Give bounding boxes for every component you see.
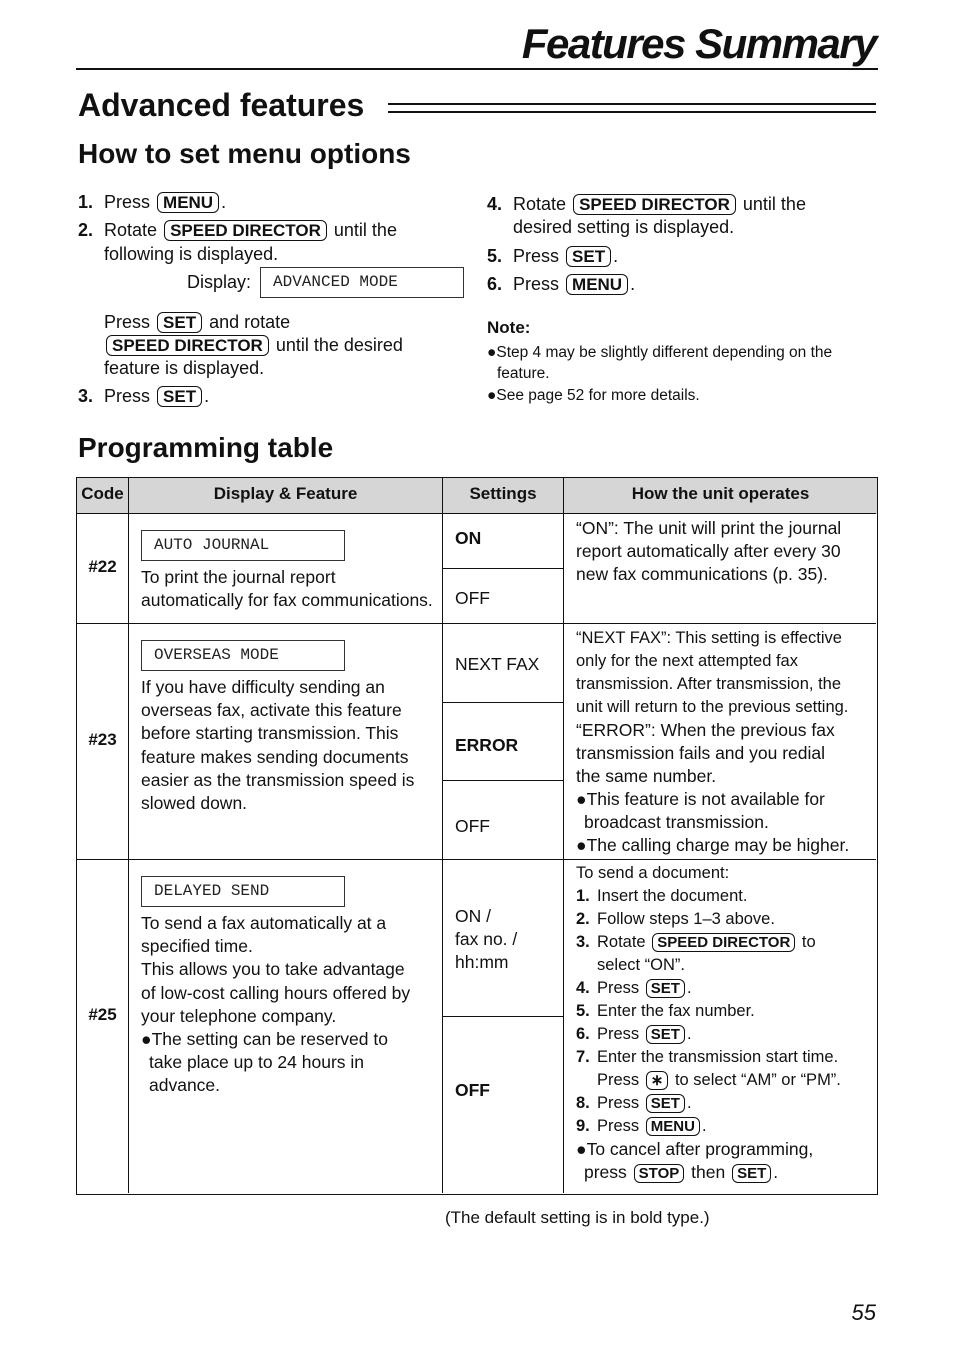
step-3: 3. Press SET .: [78, 386, 210, 406]
note-heading: Note:: [487, 318, 531, 337]
feature-desc: To print the journal report automatically for fax communications.: [141, 567, 433, 611]
code-cell: #25: [88, 1005, 117, 1024]
set-key: SET: [646, 979, 685, 998]
speed-director-key: SPEED DIRECTOR: [106, 335, 269, 356]
speed-director-key: SPEED DIRECTOR: [652, 933, 795, 952]
speed-director-key: SPEED DIRECTOR: [573, 194, 736, 215]
setting-option: NEXT FAX: [455, 654, 540, 674]
display-label: Display:: [187, 272, 252, 292]
setting-option: OFF: [455, 588, 490, 608]
settings-divider: [443, 780, 564, 781]
col-divider: [442, 478, 443, 1193]
menu-key: MENU: [566, 274, 628, 295]
step-2-cont: following is displayed.: [104, 244, 279, 264]
step-2: 2. Rotate SPEED DIRECTOR until the: [78, 220, 397, 240]
setting-option: ERROR: [455, 735, 519, 755]
menu-key: MENU: [157, 192, 219, 213]
step-1: 1. Press MENU .: [78, 192, 227, 212]
header-rule: [76, 68, 878, 70]
step-5: 5. Press SET .: [487, 246, 619, 266]
speed-director-key: SPEED DIRECTOR: [164, 220, 327, 241]
set-key: SET: [157, 312, 202, 333]
default-setting-note: (The default setting is in bold type.): [445, 1208, 710, 1227]
row-divider: [77, 513, 876, 514]
step-2-press-set: Press SET and rotate: [104, 312, 291, 332]
set-key: SET: [646, 1094, 685, 1113]
programming-heading: Programming table: [78, 432, 334, 463]
step-4: 4. Rotate SPEED DIRECTOR until the: [487, 194, 806, 214]
menu-key: MENU: [646, 1117, 700, 1136]
row-divider: [77, 859, 876, 860]
page-header-title: Features Summary: [521, 20, 876, 67]
operation-desc: “NEXT FAX”: This setting is effective only for the next attempted fax transmission. After transmission, the unit will return to the previous setting. “ERROR”: When the previous fax transmission fails and you redial the same number. ●This feature is not available for broadcast transmission. ●The calling charge may be higher.: [576, 629, 850, 855]
code-cell: #22: [88, 557, 117, 576]
code-cell: #23: [88, 730, 117, 749]
setting-option: ON: [455, 528, 482, 548]
page-number: 55: [851, 1300, 876, 1325]
lcd-display: DELAYED SEND: [141, 876, 345, 907]
setting-option: ON / fax no. / hh:mm: [455, 906, 518, 972]
how-to-heading: How to set menu options: [78, 138, 411, 169]
lcd-display: ADVANCED MODE: [260, 267, 464, 298]
settings-divider: [443, 568, 564, 569]
settings-divider: [443, 702, 564, 703]
step-2-end: feature is displayed.: [104, 358, 265, 378]
note-line: feature.: [497, 365, 550, 382]
stop-key: STOP: [634, 1164, 685, 1183]
col-divider: [563, 478, 564, 1193]
section-title: Advanced features: [78, 87, 365, 123]
operation-desc: “ON”: The unit will print the journal report automatically after every 30 new fax communications (p. 35).: [576, 518, 842, 585]
th-settings: Settings: [469, 484, 537, 503]
set-key: SET: [157, 386, 202, 407]
col-divider: [128, 478, 129, 1193]
lcd-display: OVERSEAS MODE: [141, 640, 345, 671]
set-key: SET: [732, 1164, 771, 1183]
star-key: ∗: [646, 1071, 669, 1090]
th-code: Code: [81, 484, 124, 503]
row-divider: [77, 623, 876, 624]
th-display: Display & Feature: [213, 484, 358, 503]
feature-desc: If you have difficulty sending an overseas fax, activate this feature before starting transmission. This feature makes sending documents easier as the transmission speed is slowed down.: [141, 677, 415, 814]
set-key: SET: [566, 246, 611, 267]
step-2-rotate: SPEED DIRECTOR until the desired: [104, 334, 403, 357]
settings-divider: [443, 1016, 564, 1017]
step-6: 6. Press MENU .: [487, 274, 636, 294]
th-operation: How the unit operates: [631, 484, 810, 503]
set-key: SET: [646, 1025, 685, 1044]
section-title-double-rule: [388, 103, 876, 113]
note-line: ●See page 52 for more details.: [487, 387, 700, 404]
feature-desc: To send a fax automatically at a specified time. This allows you to take advantage of low-cost calling hours offered by your telephone company. ●The setting can be reserved to take place up to 24 hours in advance.: [141, 913, 411, 1096]
setting-option: OFF: [455, 816, 490, 836]
setting-option: OFF: [455, 1080, 490, 1100]
step-4-cont: desired setting is displayed.: [513, 217, 735, 237]
note-line: ●Step 4 may be slightly different depending on the: [487, 344, 833, 361]
lcd-display: AUTO JOURNAL: [141, 530, 345, 561]
operation-desc: To send a document: 1. Insert the document. 2. Follow steps 1–3 above. 3. Rotate SPEED DIRECTOR to select “ON”. 4. Press SET . 5. Enter the fax number. 6. Press SET . 7. Enter the transmission start time. Press ∗ to select “AM” or “PM”. 8. Press SET . 9. Press MENU . ●To cancel after programming, press STOP then SET .: [576, 864, 841, 1182]
